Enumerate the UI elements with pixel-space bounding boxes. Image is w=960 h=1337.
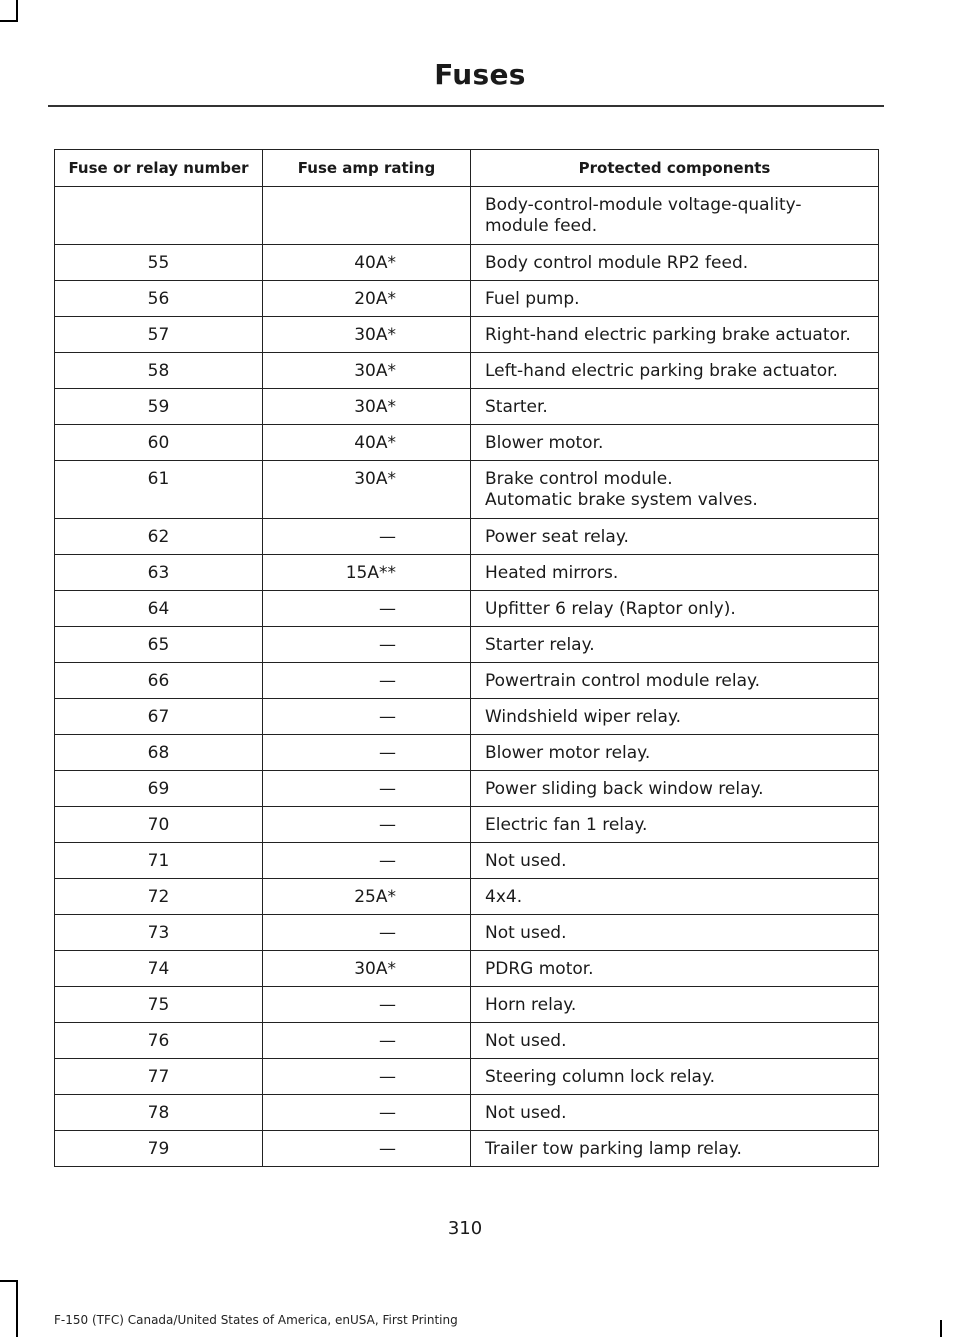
component-line: Right-hand electric parking brake actuator. — [485, 325, 851, 345]
component-line: Power sliding back window relay. — [485, 779, 764, 799]
protected-components-cell — [471, 187, 879, 245]
fuse-number-cell: 65 — [55, 627, 263, 663]
component-line: Trailer tow parking lamp relay. — [485, 1139, 742, 1159]
component-line: Starter relay. — [485, 635, 595, 655]
component-line: Not used. — [485, 1103, 567, 1123]
amp-rating-cell: — — [263, 663, 471, 699]
component-line: Automatic brake system valves. — [485, 490, 758, 510]
table-row — [55, 627, 879, 663]
protected-components-cell — [471, 245, 879, 281]
fuse-number-cell: 79 — [55, 1131, 263, 1167]
table-row — [55, 879, 879, 915]
fuse-number-cell: 62 — [55, 519, 263, 555]
table-row — [55, 987, 879, 1023]
table-row — [55, 317, 879, 353]
fuse-number-cell: 74 — [55, 951, 263, 987]
fuse-number-cell: 60 — [55, 425, 263, 461]
amp-rating-cell: — — [263, 591, 471, 627]
fuse-number-cell: 66 — [55, 663, 263, 699]
amp-rating-cell: — — [263, 519, 471, 555]
table-row — [55, 771, 879, 807]
amp-rating-cell: — — [263, 807, 471, 843]
table-row — [55, 425, 879, 461]
table-row — [55, 843, 879, 879]
component-line: Left-hand electric parking brake actuator. — [485, 361, 838, 381]
component-line: Blower motor relay. — [485, 743, 651, 763]
protected-components-cell — [471, 699, 879, 735]
component-line: Upfitter 6 relay (Raptor only). — [485, 599, 736, 619]
protected-components-cell — [471, 987, 879, 1023]
fuse-number-cell: 70 — [55, 807, 263, 843]
table-row — [55, 1095, 879, 1131]
component-line: Brake control module. — [485, 469, 673, 489]
protected-components-cell — [471, 1023, 879, 1059]
table-row — [55, 389, 879, 425]
fuse-number-cell: 55 — [55, 245, 263, 281]
protected-components-cell — [471, 281, 879, 317]
amp-rating-cell: 30A* — [263, 389, 471, 425]
protected-components-cell — [471, 425, 879, 461]
component-line: Horn relay. — [485, 995, 577, 1015]
fuse-number-cell: 77 — [55, 1059, 263, 1095]
protected-components-cell — [471, 915, 879, 951]
amp-rating-cell — [263, 187, 471, 245]
fuse-number-cell: 68 — [55, 735, 263, 771]
amp-rating-cell: 30A* — [263, 461, 471, 519]
amp-rating-cell: 20A* — [263, 281, 471, 317]
table-row — [55, 699, 879, 735]
protected-components-cell — [471, 1095, 879, 1131]
amp-rating-cell: — — [263, 699, 471, 735]
component-line: Body-control-module voltage-quality- — [485, 195, 802, 215]
fuse-number-cell: 71 — [55, 843, 263, 879]
amp-rating-cell: — — [263, 771, 471, 807]
fuse-number-cell: 76 — [55, 1023, 263, 1059]
amp-rating-cell: — — [263, 627, 471, 663]
protected-components-cell — [471, 591, 879, 627]
title-divider — [48, 105, 884, 107]
fuse-number-cell: 64 — [55, 591, 263, 627]
protected-components-cell — [471, 627, 879, 663]
table-row — [55, 1131, 879, 1167]
component-line: 4x4. — [485, 887, 523, 907]
crop-mark-bottom-left — [16, 1280, 18, 1337]
protected-components-cell — [471, 1131, 879, 1167]
fuse-number-cell: 58 — [55, 353, 263, 389]
fuse-number-cell: 61 — [55, 461, 263, 519]
protected-components-cell — [471, 771, 879, 807]
protected-components-cell — [471, 879, 879, 915]
crop-mark-bottom-right — [940, 1320, 942, 1337]
fuse-number-cell — [55, 187, 263, 245]
protected-components-cell — [471, 519, 879, 555]
component-line: Body control module RP2 feed. — [485, 253, 749, 273]
table-header-row — [55, 150, 879, 187]
fuse-number-cell: 63 — [55, 555, 263, 591]
table-row — [55, 461, 879, 519]
protected-components-cell — [471, 389, 879, 425]
component-line: module feed. — [485, 216, 598, 236]
protected-components-cell — [471, 807, 879, 843]
fuse-number-cell: 67 — [55, 699, 263, 735]
component-line: Not used. — [485, 1031, 567, 1051]
component-line: Starter. — [485, 397, 548, 417]
page-title: Fuses — [434, 58, 526, 91]
amp-rating-cell: 15A** — [263, 555, 471, 591]
amp-rating-cell: — — [263, 1095, 471, 1131]
protected-components-cell — [471, 317, 879, 353]
table-row — [55, 807, 879, 843]
amp-rating-cell: — — [263, 1023, 471, 1059]
table-row — [55, 187, 879, 245]
component-line: Power seat relay. — [485, 527, 629, 547]
component-line: Blower motor. — [485, 433, 604, 453]
component-line: Windshield wiper relay. — [485, 707, 681, 727]
crop-mark-top-left-h — [0, 20, 18, 22]
header-protected-components: Protected components — [471, 150, 879, 187]
table-row — [55, 735, 879, 771]
table-row — [55, 951, 879, 987]
protected-components-cell — [471, 663, 879, 699]
amp-rating-cell: 30A* — [263, 951, 471, 987]
fuse-number-cell: 57 — [55, 317, 263, 353]
fuse-table-body — [55, 187, 879, 1167]
protected-components-cell — [471, 735, 879, 771]
amp-rating-cell: — — [263, 735, 471, 771]
amp-rating-cell: 25A* — [263, 879, 471, 915]
table-row — [55, 1023, 879, 1059]
page-number: 310 — [447, 1218, 483, 1239]
amp-rating-cell: — — [263, 1059, 471, 1095]
amp-rating-cell: 40A* — [263, 245, 471, 281]
fuse-number-cell: 78 — [55, 1095, 263, 1131]
table-row — [55, 915, 879, 951]
amp-rating-cell: 40A* — [263, 425, 471, 461]
protected-components-cell — [471, 1059, 879, 1095]
component-line: Electric fan 1 relay. — [485, 815, 648, 835]
component-line: Not used. — [485, 923, 567, 943]
fuse-number-cell: 59 — [55, 389, 263, 425]
component-line: Fuel pump. — [485, 289, 580, 309]
header-fuse-number: Fuse or relay number — [55, 150, 263, 187]
amp-rating-cell: — — [263, 843, 471, 879]
component-line: Heated mirrors. — [485, 563, 619, 583]
amp-rating-cell: — — [263, 1131, 471, 1167]
table-row — [55, 245, 879, 281]
protected-components-cell — [471, 555, 879, 591]
protected-components-cell — [471, 461, 879, 519]
protected-components-cell — [471, 951, 879, 987]
table-row — [55, 591, 879, 627]
footer-edition: F-150 (TFC) Canada/United States of America, enUSA, First Printing — [54, 1313, 458, 1327]
crop-mark-top-left — [16, 0, 18, 22]
table-row — [55, 353, 879, 389]
table-row — [55, 519, 879, 555]
component-line: Powertrain control module relay. — [485, 671, 761, 691]
fuse-number-cell: 72 — [55, 879, 263, 915]
fuse-number-cell: 75 — [55, 987, 263, 1023]
table-row — [55, 663, 879, 699]
amp-rating-cell: — — [263, 915, 471, 951]
fuse-number-cell: 56 — [55, 281, 263, 317]
protected-components-cell — [471, 843, 879, 879]
table-row — [55, 555, 879, 591]
component-line: Steering column lock relay. — [485, 1067, 716, 1087]
component-line: PDRG motor. — [485, 959, 594, 979]
amp-rating-cell: — — [263, 987, 471, 1023]
protected-components-cell — [471, 353, 879, 389]
fuse-table — [54, 149, 879, 1167]
crop-mark-bottom-left-h — [0, 1280, 18, 1282]
header-amp-rating: Fuse amp rating — [263, 150, 471, 187]
component-line: Not used. — [485, 851, 567, 871]
fuse-number-cell: 73 — [55, 915, 263, 951]
table-row — [55, 1059, 879, 1095]
amp-rating-cell: 30A* — [263, 353, 471, 389]
fuse-number-cell: 69 — [55, 771, 263, 807]
amp-rating-cell: 30A* — [263, 317, 471, 353]
table-row — [55, 281, 879, 317]
